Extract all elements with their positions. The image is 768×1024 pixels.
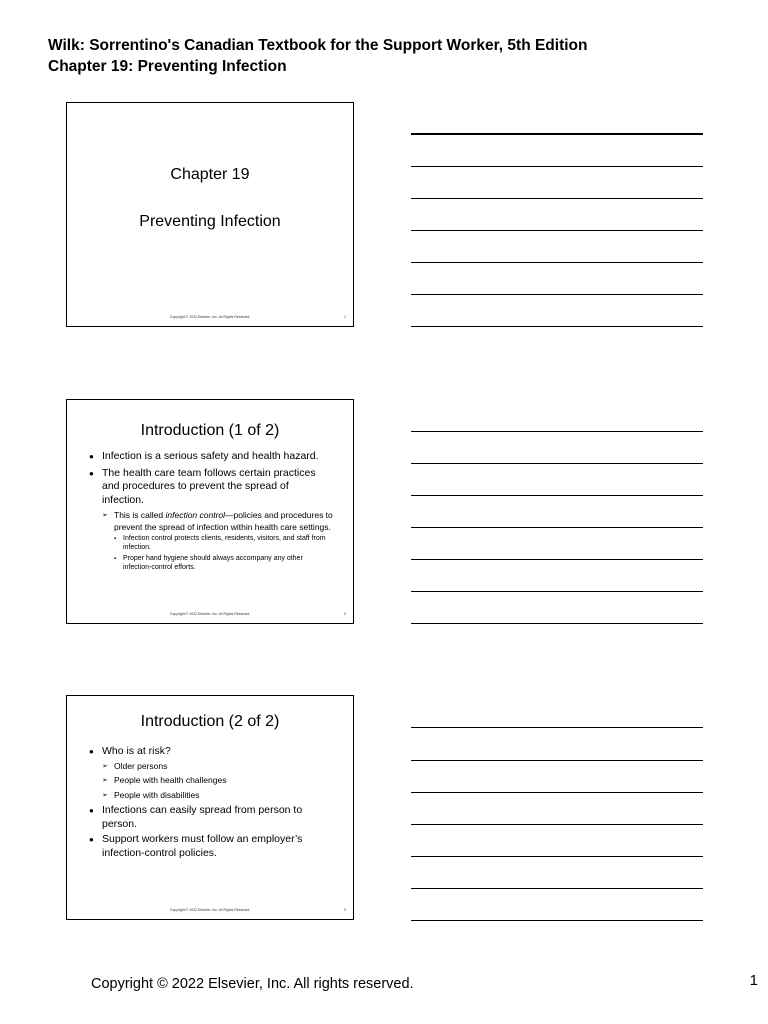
- note-line: [411, 559, 703, 560]
- note-line: [411, 920, 703, 921]
- document-header: [48, 35, 587, 77]
- note-line: [411, 463, 703, 464]
- sub-bullet: [102, 510, 333, 533]
- bullet: ● The health care team follows certain practices and procedures to prevent the spread of infection.: [89, 467, 333, 508]
- page-copyright: Copyright © 2022 Elsevier, Inc. All rights reserved.: [91, 976, 414, 992]
- slide-3: [66, 695, 354, 920]
- note-line: [411, 495, 703, 496]
- slide-number: 3: [344, 908, 346, 912]
- note-line: [411, 133, 703, 135]
- slide-number: 2: [344, 612, 346, 616]
- note-line: [411, 198, 703, 199]
- note-line: [411, 527, 703, 528]
- bullet: ● Support workers must follow an employer’s infection-control policies.: [89, 833, 333, 860]
- slide-copyright: Copyright © 2022 Elsevier, Inc. All Rights Reserved.: [169, 908, 251, 912]
- book-title: Wilk: Sorrentino's Canadian Textbook for the Support Worker, 5th Edition: [48, 37, 588, 54]
- slide-title: Introduction (1 of 2): [140, 422, 280, 439]
- note-line: [411, 230, 703, 231]
- note-line: [411, 760, 703, 761]
- slide-number: 1: [344, 315, 346, 319]
- slide-body: [89, 745, 333, 862]
- slide-copyright: Copyright © 2022 Elsevier, Inc. All Rights Reserved.: [169, 612, 251, 616]
- note-line: [411, 888, 703, 889]
- note-line: [411, 166, 703, 167]
- slide-copyright: Copyright © 2022 Elsevier, Inc. All Rights Reserved.: [169, 315, 251, 319]
- slide-title: Preventing Infection: [139, 213, 281, 230]
- note-line: [411, 326, 703, 327]
- page-number: 1: [749, 972, 758, 989]
- bullet: ● Infections can easily spread from person to person.: [89, 804, 333, 831]
- chapter-title: Chapter 19: Preventing Infection: [48, 58, 287, 75]
- note-line: [411, 623, 703, 624]
- sub-sub-bullet: ▪ Proper hand hygiene should always accompany any other infection-control efforts.: [114, 555, 333, 572]
- sub-bullet: ➢ People with disabilities: [102, 790, 333, 802]
- sub-sub-bullet: ▪ Infection control protects clients, residents, visitors, and staff from infection.: [114, 535, 333, 552]
- slide-2: [66, 399, 354, 624]
- note-line: [411, 792, 703, 793]
- emphasis-text: infection control: [165, 510, 226, 520]
- note-line: [411, 856, 703, 857]
- note-line: [411, 727, 703, 728]
- note-line: [411, 591, 703, 592]
- slide-1: [66, 102, 354, 327]
- bullet: ● Who is at risk?: [89, 745, 333, 759]
- sub-bullet-text: This is called: [114, 510, 166, 520]
- note-line: [411, 824, 703, 825]
- slide-title: Introduction (2 of 2): [140, 713, 280, 730]
- note-line: [411, 431, 703, 432]
- bullet: ● Infection is a serious safety and health hazard.: [89, 450, 333, 464]
- slide-body: [89, 450, 333, 575]
- note-line: [411, 294, 703, 295]
- sub-bullet-text: —policies and procedures to prevent the spread of infection within health care settings.: [114, 510, 333, 532]
- sub-bullet: ➢ People with health challenges: [102, 775, 333, 787]
- note-line: [411, 262, 703, 263]
- sub-bullet: ➢ Older persons: [102, 761, 333, 773]
- slide-chapter-label: Chapter 19: [170, 166, 250, 183]
